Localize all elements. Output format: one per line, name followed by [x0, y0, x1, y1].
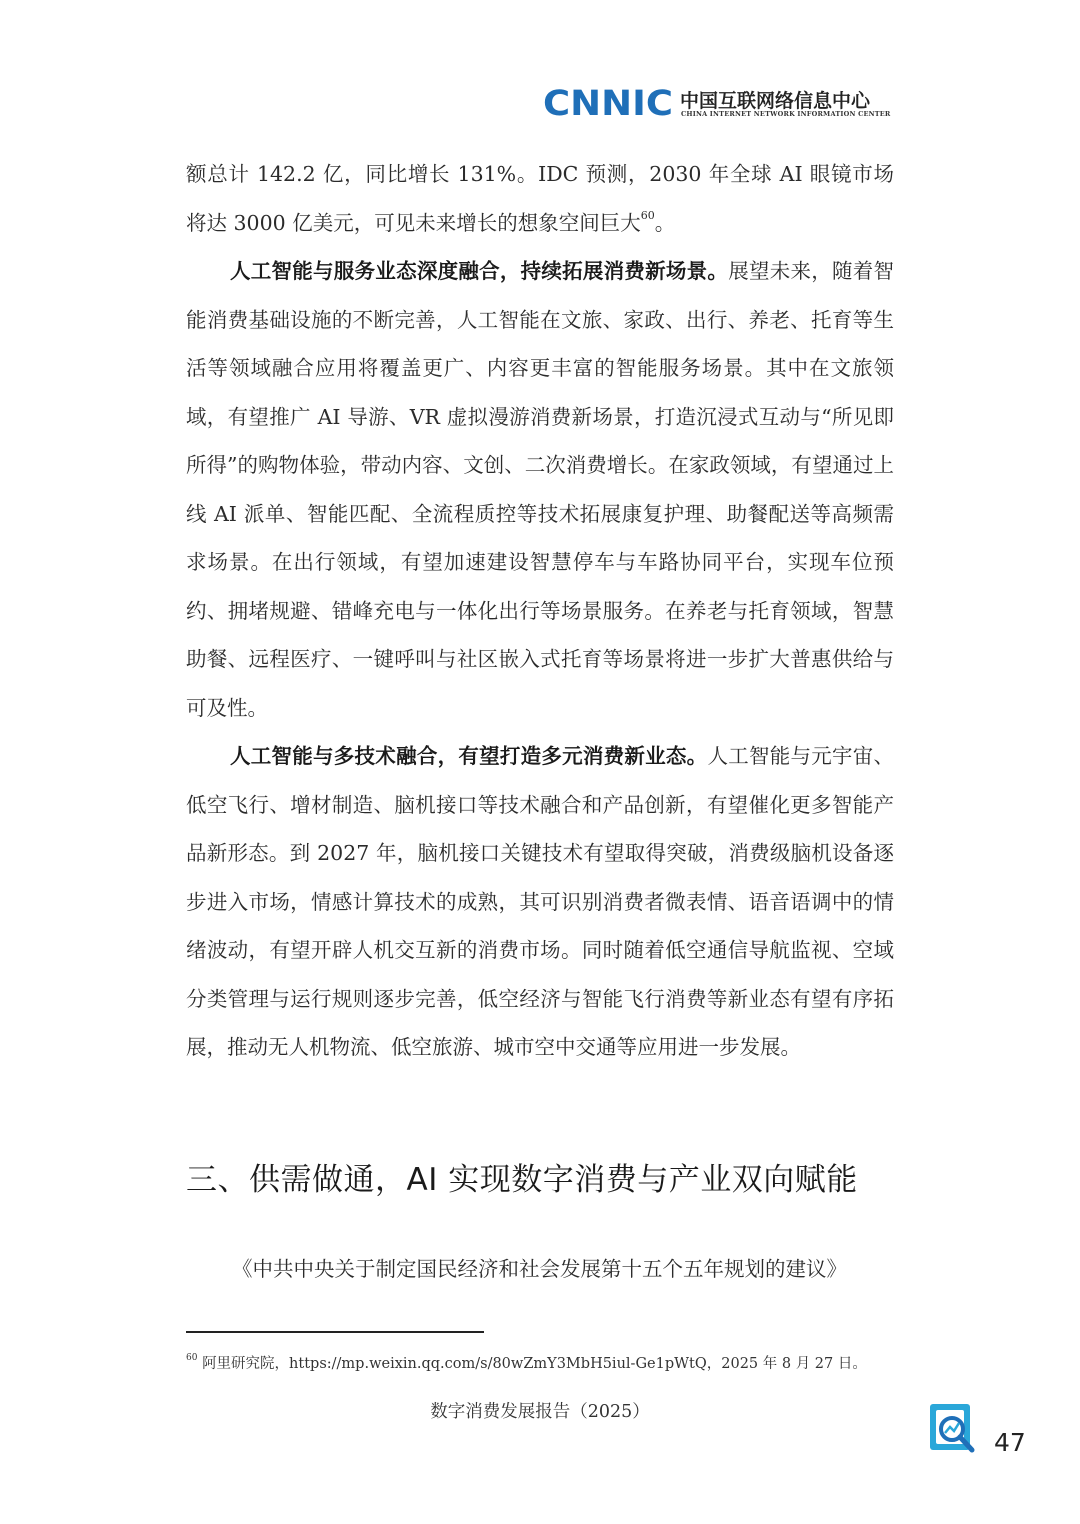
paragraph-service-integration [186, 247, 894, 732]
footnote-text: 阿里研究院，https://mp.weixin.qq.com/s/80wZmY3MbH5iul-Ge1pWtQ，2025 年 8 月 27 日。 [202, 1356, 867, 1372]
footnote-number: 60 [186, 1353, 198, 1364]
footnote [186, 1352, 867, 1373]
footer-report-title: 数字消费发展报告（2025） [430, 1402, 650, 1422]
paragraph-lead: 人工智能与多技术融合，有望打造多元消费新业态。 [230, 744, 708, 768]
main-content [186, 150, 894, 1072]
page-header [543, 84, 895, 124]
paragraph-text: 人工智能与元宇宙、低空飞行、增材制造、脑机接口等技术融合和产品创新，有望催化更多智能产品新形态。到 2027 年，脑机接口关键技术有望取得突破，消费级脑机设备逐步进入市场，情感计算技术的成熟，其可识别消费者微表情、语音语调中的情绪波动，有望开辟人机交互新的消费市场。同时随着低空通信导航监视、空域分类管理与运行规则逐步完善，低空经济与智能飞行消费等新业态有望有序拓展，推动无人机物流、低空旅游、城市空中交通等应用进一步发展。 [186, 744, 895, 1059]
magnifier-chart-icon [928, 1402, 980, 1456]
cnnic-logo [543, 84, 675, 120]
quote-line: 《中共中央关于制定国民经济和社会发展第十五个五年规划的建议》 [232, 1257, 847, 1281]
org-name-cn: 中国互联网络信息中心 [680, 90, 871, 112]
page-number: 47 [994, 1428, 1026, 1457]
svg-text:CNNIC: CNNIC [543, 84, 673, 120]
paragraph-lead: 人工智能与服务业态深度融合，持续拓展消费新场景。 [230, 259, 729, 283]
paragraph-multi-tech [186, 732, 894, 1072]
paragraph-continued [186, 150, 894, 247]
paragraph-tail: 。 [654, 210, 676, 235]
paragraph-text: 额总计 142.2 亿，同比增长 131%。IDC 预测，2030 年全球 AI 眼镜市场将达 3000 亿美元，可见未来增长的想象空间巨大 [186, 162, 894, 235]
footnote-divider [186, 1331, 484, 1333]
org-name-en: CHINA INTERNET NETWORK INFORMATION CENTER [681, 110, 891, 118]
footnote-ref[interactable]: 60 [640, 208, 655, 222]
section-heading: 三、供需做通，AI 实现数字消费与产业双向赋能 [186, 1162, 858, 1198]
paragraph-text: 展望未来，随着智能消费基础设施的不断完善，人工智能在文旅、家政、出行、养老、托育等生活等领域融合应用将覆盖更广、内容更丰富的智能服务场景。其中在文旅领域，有望推广 AI 导游、VR 虚拟漫游消费新场景，打造沉浸式互动与“所见即所得”的购物体验，带动内容、文创、二次消费增长。在家政领域，有望通过上线 AI 派单、智能匹配、全流程质控等技术拓展康复护理、助餐配送等高频需求场景。在出行领域，有望加速建设智慧停车与车路协同平台，实现车位预约、拥堵规避、错峰充电与一体化出行等场景服务。在养老与托育领域，智慧助餐、远程医疗、一键呼叫与社区嵌入式托育等场景将进一步扩大普惠供给与可及性。 [186, 259, 895, 720]
